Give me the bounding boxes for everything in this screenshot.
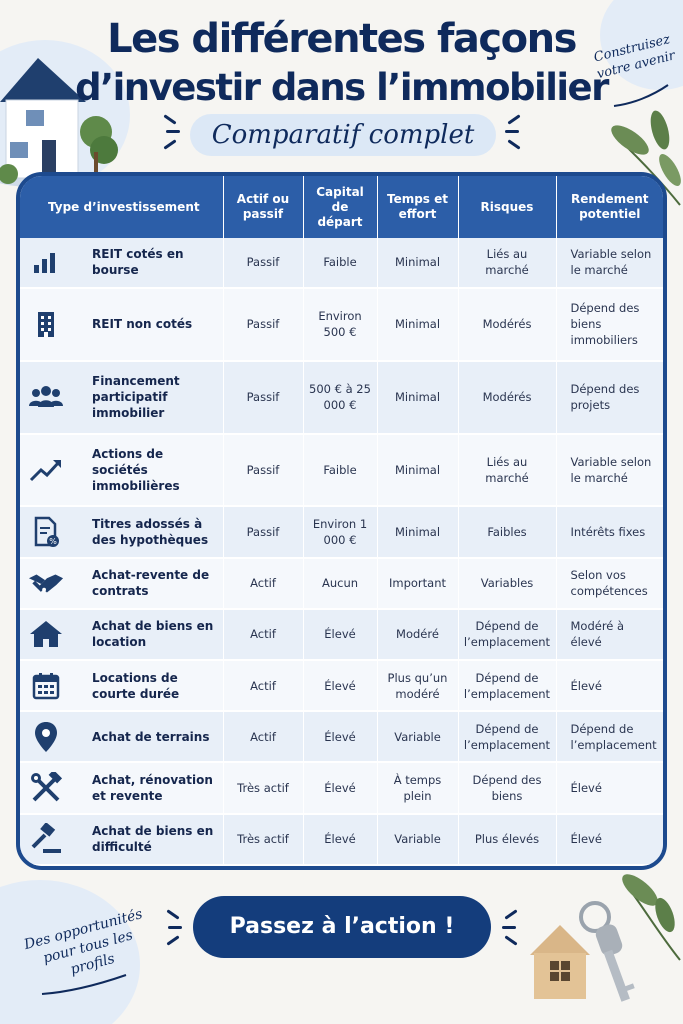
- gavel-icon: [28, 823, 64, 855]
- column-header-risk: Risques: [458, 176, 556, 238]
- effort-cell: Modéré: [377, 609, 458, 660]
- return-cell: Selon vos compétences: [556, 558, 663, 609]
- sparkle-icon: [163, 114, 176, 124]
- table-row: [20, 238, 663, 288]
- building-icon: [28, 308, 64, 340]
- investment-type-label: Financement participatif immobilier: [92, 374, 180, 421]
- table-row: [20, 558, 663, 609]
- effort-cell: Variable: [377, 711, 458, 762]
- risk-cell: Liés au marché: [458, 238, 556, 288]
- document-percent-icon: [28, 516, 64, 548]
- investment-type-label: REIT cotés en bourse: [92, 247, 184, 278]
- investment-type-label: Achat de terrains: [92, 729, 210, 744]
- capital-cell: Faible: [303, 238, 377, 288]
- trend-up-icon: [28, 454, 64, 486]
- mode-cell: Passif: [223, 506, 303, 557]
- column-header-type: Type d’investissement: [20, 176, 223, 238]
- call-to-action-button[interactable]: Passez à l’action !: [193, 896, 491, 958]
- return-cell: Élevé: [556, 762, 663, 813]
- mode-cell: Actif: [223, 660, 303, 711]
- capital-cell: Aucun: [303, 558, 377, 609]
- sparkle-icon: [507, 139, 520, 149]
- table-row: [20, 288, 663, 361]
- return-cell: Variable selon le marché: [556, 238, 663, 288]
- sparkle-icon: [504, 935, 517, 945]
- mode-cell: Actif: [223, 711, 303, 762]
- table-header-row: [20, 176, 663, 238]
- risk-cell: Dépend de l’emplacement: [458, 711, 556, 762]
- return-cell: Dépend des biens immobiliers: [556, 288, 663, 361]
- return-cell: Intérêts fixes: [556, 506, 663, 557]
- bar-chart-icon: [28, 246, 64, 278]
- return-cell: Dépend des projets: [556, 361, 663, 434]
- column-header-capital: Capital de départ: [303, 176, 377, 238]
- svg-text:%: %: [49, 536, 57, 546]
- risk-cell: Modérés: [458, 288, 556, 361]
- effort-cell: Variable: [377, 814, 458, 865]
- investment-type-label: Achat-revente de contrats: [92, 568, 210, 599]
- return-cell: Variable selon le marché: [556, 434, 663, 507]
- effort-cell: Minimal: [377, 238, 458, 288]
- mode-cell: Actif: [223, 558, 303, 609]
- capital-cell: Environ 500 €: [303, 288, 377, 361]
- table-row: [20, 762, 663, 813]
- risk-cell: Variables: [458, 558, 556, 609]
- map-pin-icon: [28, 721, 64, 753]
- sparkle-icon: [507, 114, 520, 124]
- people-icon: [28, 381, 64, 413]
- table-row: [20, 711, 663, 762]
- risk-cell: Liés au marché: [458, 434, 556, 507]
- table-row: [20, 609, 663, 660]
- sparkle-icon: [504, 909, 517, 919]
- sparkle-icon: [166, 935, 179, 945]
- effort-cell: À temps plein: [377, 762, 458, 813]
- mode-cell: Actif: [223, 609, 303, 660]
- key-keychain-illustration: [520, 895, 670, 1020]
- handshake-icon: [28, 567, 64, 599]
- return-cell: Élevé: [556, 660, 663, 711]
- sparkle-icon: [502, 926, 516, 929]
- capital-cell: Faible: [303, 434, 377, 507]
- bottom-handwritten-note: Des opportunités pour tous les profils: [22, 906, 145, 978]
- table-row: [20, 434, 663, 507]
- return-cell: Modéré à élevé: [556, 609, 663, 660]
- capital-cell: Élevé: [303, 711, 377, 762]
- effort-cell: Minimal: [377, 288, 458, 361]
- column-header-effort: Temps et effort: [377, 176, 458, 238]
- risk-cell: Faibles: [458, 506, 556, 557]
- sparkle-icon: [166, 909, 179, 919]
- page-title-line2: d’investir dans l’immobilier: [75, 66, 608, 109]
- sparkle-icon: [166, 130, 180, 133]
- calendar-icon: [28, 670, 64, 702]
- investment-type-label: Locations de courte durée: [92, 670, 180, 701]
- mode-cell: Passif: [223, 238, 303, 288]
- underline-swoosh: [40, 972, 130, 998]
- table-row: [20, 361, 663, 434]
- effort-cell: Plus qu’un modéré: [377, 660, 458, 711]
- table-row: [20, 660, 663, 711]
- capital-cell: Élevé: [303, 762, 377, 813]
- investment-type-label: Actions de sociétés immobilières: [92, 446, 180, 493]
- column-header-return: Rendement potentiel: [556, 176, 663, 238]
- return-cell: Élevé: [556, 814, 663, 865]
- investment-type-label: Achat, rénovation et revente: [92, 773, 213, 804]
- mode-cell: Passif: [223, 434, 303, 507]
- sparkle-icon: [168, 926, 182, 929]
- table-row: [20, 506, 663, 557]
- tools-icon: [28, 772, 64, 804]
- effort-cell: Minimal: [377, 506, 458, 557]
- effort-cell: Minimal: [377, 361, 458, 434]
- top-handwritten-note: Construisez votre avenir: [592, 32, 677, 83]
- mode-cell: Passif: [223, 361, 303, 434]
- return-cell: Dépend de l’emplacement: [556, 711, 663, 762]
- capital-cell: Élevé: [303, 660, 377, 711]
- risk-cell: Dépend des biens: [458, 762, 556, 813]
- mode-cell: Passif: [223, 288, 303, 361]
- comparison-table-card: [16, 172, 667, 870]
- investment-type-label: Titres adossés à des hypothèques: [92, 516, 209, 547]
- mode-cell: Très actif: [223, 814, 303, 865]
- column-header-mode: Actif ou passif: [223, 176, 303, 238]
- comparison-table: [20, 176, 663, 866]
- risk-cell: Dépend de l’emplacement: [458, 609, 556, 660]
- effort-cell: Important: [377, 558, 458, 609]
- risk-cell: Dépend de l’emplacement: [458, 660, 556, 711]
- capital-cell: Environ 1 000 €: [303, 506, 377, 557]
- investment-type-label: Achat de biens en difficulté: [92, 824, 214, 855]
- risk-cell: Modérés: [458, 361, 556, 434]
- house-icon: [28, 618, 64, 650]
- capital-cell: 500 € à 25 000 €: [303, 361, 377, 434]
- capital-cell: Élevé: [303, 609, 377, 660]
- sparkle-icon: [163, 139, 176, 149]
- investment-type-label: REIT non cotés: [92, 317, 193, 332]
- risk-cell: Plus élevés: [458, 814, 556, 865]
- effort-cell: Minimal: [377, 434, 458, 507]
- mode-cell: Très actif: [223, 762, 303, 813]
- sparkle-icon: [505, 130, 519, 133]
- subtitle-pill: Comparatif complet: [190, 114, 496, 156]
- capital-cell: Élevé: [303, 814, 377, 865]
- page-title-line1: Les différentes façons: [107, 16, 576, 62]
- investment-type-label: Achat de biens en location: [92, 619, 214, 650]
- underline-swoosh: [612, 82, 672, 110]
- table-row: [20, 814, 663, 865]
